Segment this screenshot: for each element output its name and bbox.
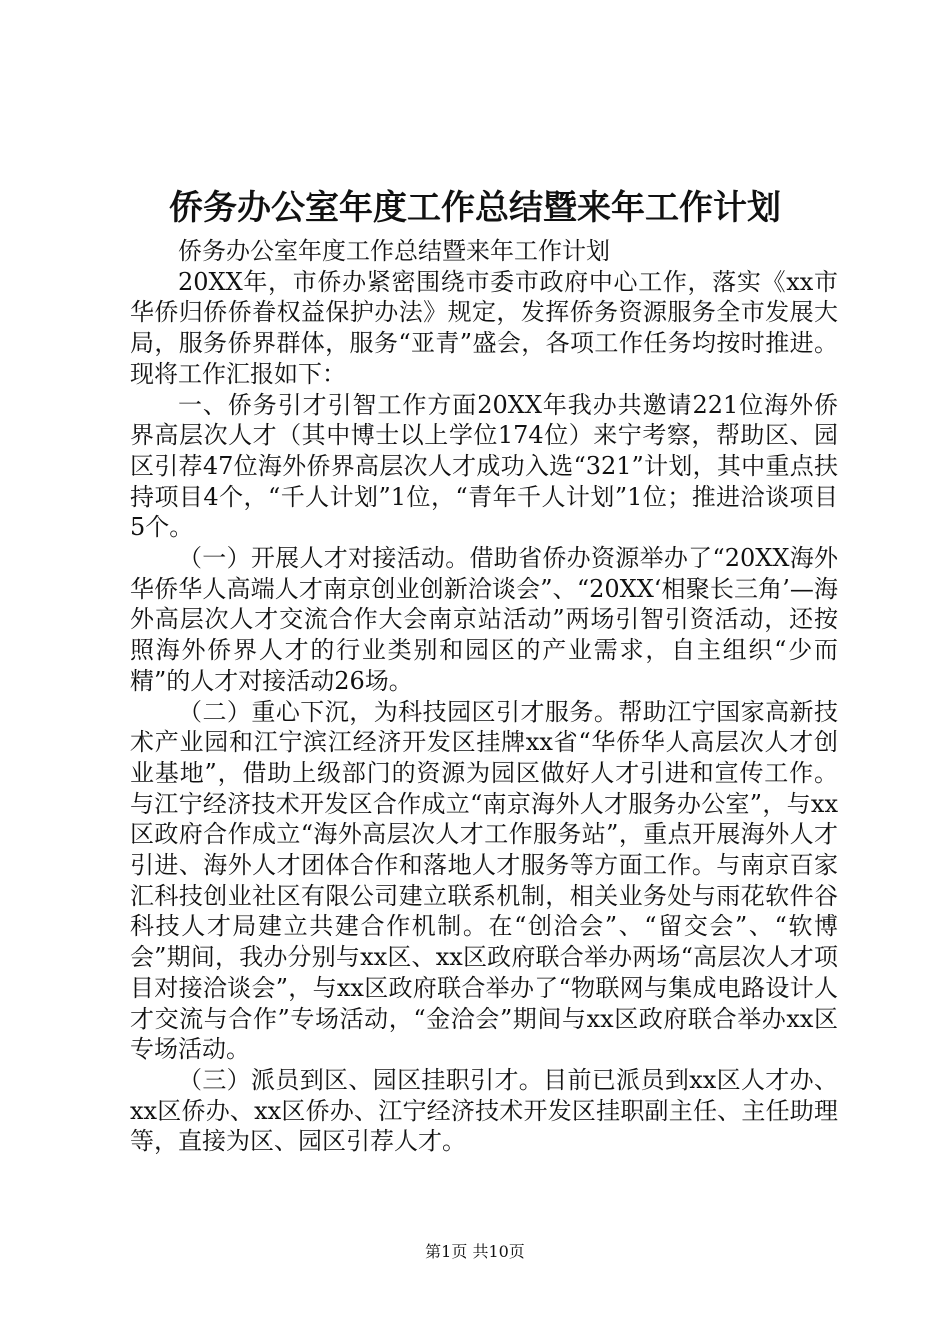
paragraph-subtitle: 侨务办公室年度工作总结暨来年工作计划 bbox=[178, 237, 610, 265]
paragraph-item-2: （二）重心下沉，为科技园区引才服务。帮助江宁国家高新技术产业园和江宁滨江经济开发区挂牌xx省“华侨华人高层次人才创业基地”，借助上级部门的资源为园区做好人才引进和宣传工作。与江宁经济技术开发区合作成立“南京海外人才服务办公室”，与xx区政府合作成立“海外高层次人才工作服务站”，重点开展海外人才引进、海外人才团体合作和落地人才服务等方面工作。与南京百家汇科技创业社区有限公司建立联系机制，相关业务处与雨花软件谷科技人才局建立共建合作机制。在“创洽会”、“留交会”、“软博会”期间，我办分别与xx区、xx区政府联合举办两场“高层次人才项目对接洽谈会”，与xx区政府联合举办了“物联网与集成电路设计人才交流与合作”专场活动，“金洽会”期间与xx区政府联合举办xx区专场活动。 bbox=[130, 697, 838, 1064]
paragraph-item-3: （三）派员到区、园区挂职引才。目前已派员到xx区人才办、xx区侨办、xx区侨办、江宁经济技术开发区挂职副主任、主任助理等，直接为区、园区引荐人才。 bbox=[130, 1065, 838, 1156]
paragraph-item-1: （一）开展人才对接活动。借助省侨办资源举办了“20XX海外华侨华人高端人才南京创业创新洽谈会”、“20XX‘相聚长三角’—海外高层次人才交流合作大会南京站活动”两场引智引资活动，还按照海外侨界人才的行业类别和园区的产业需求，自主组织“少而精”的人才对接活动26场。 bbox=[130, 544, 838, 695]
document-body bbox=[130, 236, 838, 1157]
paragraph-intro: 20XX年，市侨办紧密围绕市委市政府中心工作，落实《xx市华侨归侨侨眷权益保护办法》规定，发挥侨务资源服务全市发展大局，服务侨界群体，服务“亚青”盛会，各项工作任务均按时推进。现将工作汇报如下： bbox=[130, 267, 838, 388]
document-title: 侨务办公室年度工作总结暨来年工作计划 bbox=[169, 188, 781, 228]
paragraph-section-1: 一、侨务引才引智工作方面20XX年我办共邀请221位海外侨界高层次人才（其中博士以上学位174位）来宁考察，帮助区、园区引荐47位海外侨界高层次人才成功入选“321”计划，其中重点扶持项目4个，“千人计划”1位，“青年千人计划”1位；推进洽谈项目5个。 bbox=[130, 390, 838, 542]
page-footer: 第1页 共10页 bbox=[425, 1242, 525, 1261]
